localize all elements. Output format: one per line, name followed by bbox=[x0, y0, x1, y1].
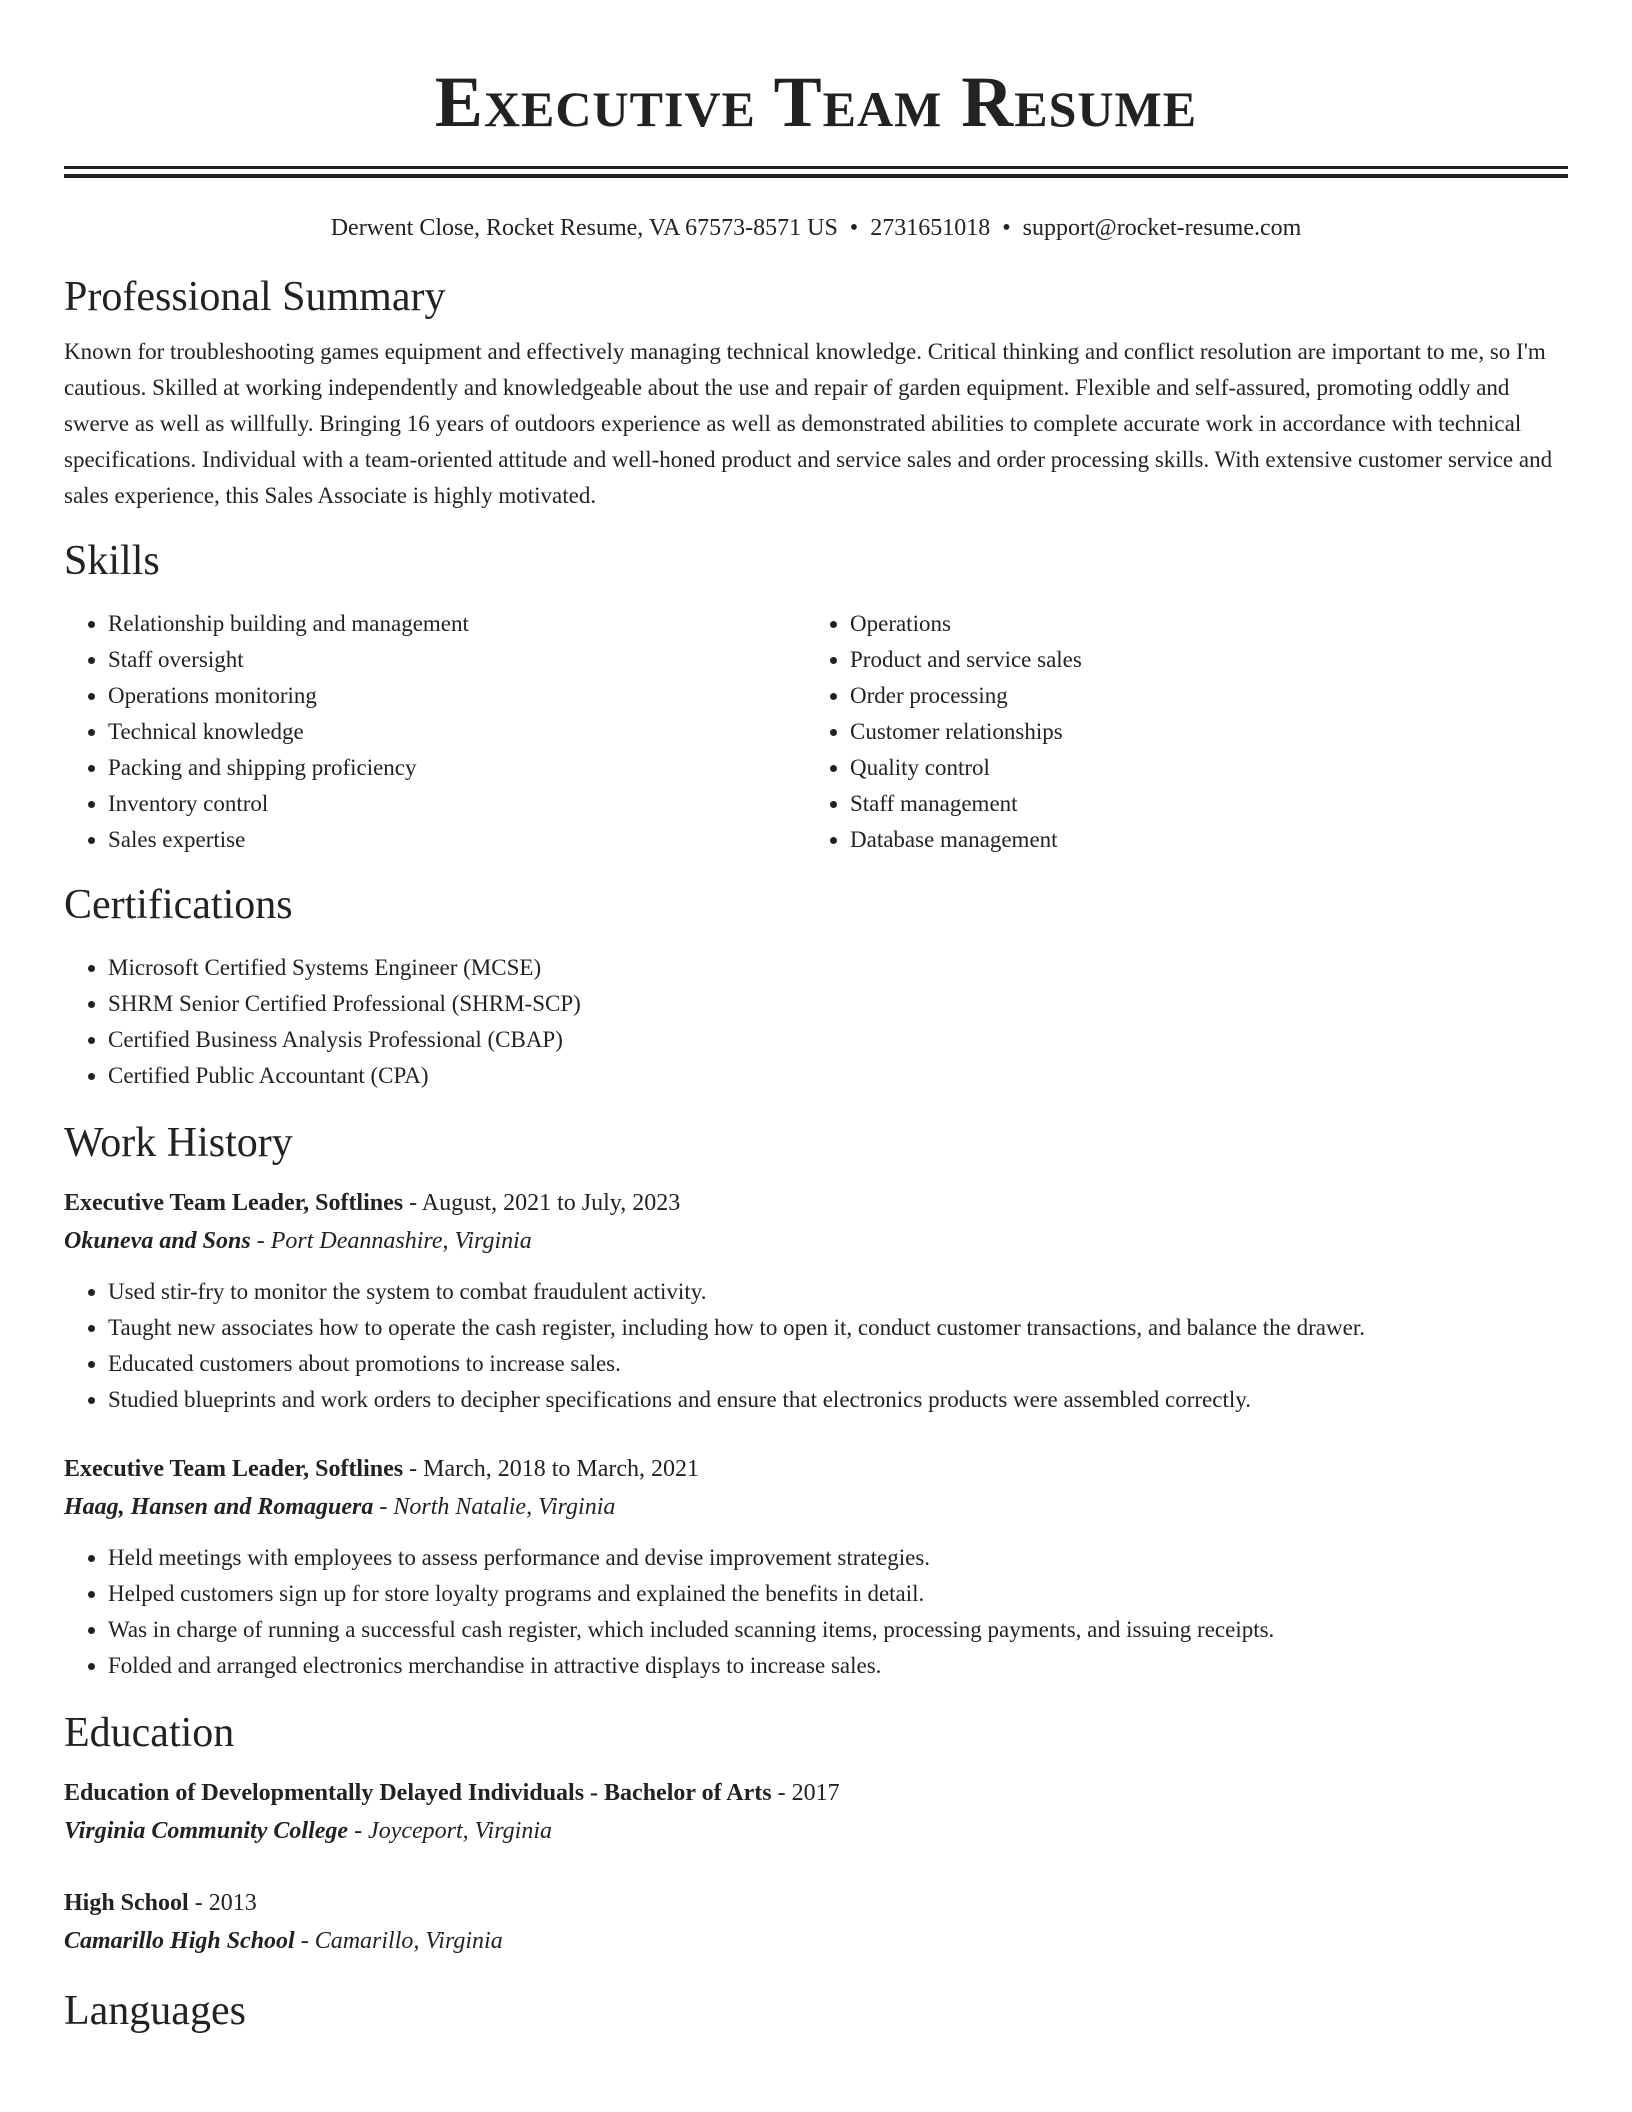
skill-item: • Order processing bbox=[850, 678, 1548, 714]
job-bullets bbox=[64, 1274, 1568, 1418]
job-location: - North Natalie, Virginia bbox=[373, 1494, 616, 1520]
job-bullet: • Helped customers sign up for store loyalty programs and explained the benefits in detail. bbox=[108, 1576, 1568, 1612]
skill-item: • Database management bbox=[850, 822, 1548, 858]
header-divider-thick bbox=[64, 174, 1568, 178]
job-bullet: • Was in charge of running a successful cash register, which included scanning items, processing payments, and issuing receipts. bbox=[108, 1612, 1568, 1648]
skill-item: • Operations bbox=[850, 606, 1548, 642]
job-bullet: • Used stir-fry to monitor the system to combat fraudulent activity. bbox=[108, 1274, 1568, 1310]
skill-item: • Customer relationships bbox=[850, 714, 1548, 750]
school-line bbox=[64, 1812, 1568, 1850]
job-company-line bbox=[64, 1488, 1568, 1526]
skill-item: • Staff oversight bbox=[108, 642, 806, 678]
job-bullet: • Taught new associates how to operate the cash register, including how to open it, conduct customer transactions, and balance the drawer. bbox=[108, 1310, 1568, 1346]
job-bullet: • Folded and arranged electronics merchandise in attractive displays to increase sales. bbox=[108, 1648, 1568, 1684]
certification-item: • Certified Public Accountant (CPA) bbox=[108, 1058, 1568, 1094]
contact-separator: • bbox=[1002, 215, 1011, 241]
job-bullet: • Educated customers about promotions to increase sales. bbox=[108, 1346, 1568, 1382]
summary-heading: Professional Summary bbox=[64, 274, 446, 320]
school-location: - Joyceport, Virginia bbox=[348, 1818, 553, 1844]
work-history-section bbox=[64, 1116, 1568, 1684]
languages-section bbox=[64, 1984, 1568, 2038]
skills-section bbox=[64, 534, 1568, 858]
degree-line bbox=[64, 1774, 1568, 1812]
job-bullet: • Held meetings with employees to assess performance and devise improvement strategies. bbox=[108, 1540, 1568, 1576]
skill-item: • Quality control bbox=[850, 750, 1548, 786]
skills-column-left bbox=[64, 606, 806, 858]
education-entry bbox=[64, 1774, 1568, 1850]
skills-heading: Skills bbox=[64, 538, 160, 584]
education-section bbox=[64, 1706, 1568, 1960]
certifications-list bbox=[64, 950, 1568, 1094]
skills-columns bbox=[64, 606, 1568, 858]
contact-phone: 2731651018 bbox=[870, 215, 991, 241]
skill-item: • Packing and shipping proficiency bbox=[108, 750, 806, 786]
certification-item: • SHRM Senior Certified Professional (SHRM-SCP) bbox=[108, 986, 1568, 1022]
resume-name: Executive Team Resume bbox=[434, 62, 1198, 142]
summary-section bbox=[64, 270, 1568, 514]
certification-item: • Microsoft Certified Systems Engineer (MCSE) bbox=[108, 950, 1568, 986]
skill-item: • Inventory control bbox=[108, 786, 806, 822]
school-line bbox=[64, 1922, 1568, 1960]
contact-line bbox=[64, 212, 1568, 244]
degree: Education of Developmentally Delayed Individuals - Bachelor of Arts bbox=[64, 1780, 772, 1806]
contact-separator: • bbox=[849, 215, 859, 241]
education-heading: Education bbox=[64, 1710, 235, 1756]
job-title: Executive Team Leader, Softlines bbox=[64, 1456, 404, 1482]
header-divider-thin bbox=[64, 166, 1568, 169]
school-name: Virginia Community College bbox=[64, 1818, 349, 1844]
job-bullet: • Studied blueprints and work orders to decipher specifications and ensure that electronics products were assembled correctly. bbox=[108, 1382, 1568, 1418]
job-location: - Port Deannashire, Virginia bbox=[250, 1228, 532, 1254]
job-title-line bbox=[64, 1450, 1568, 1488]
resume-page bbox=[64, 0, 1568, 2038]
job-entry bbox=[64, 1184, 1568, 1418]
job-entry bbox=[64, 1450, 1568, 1684]
school-name: Camarillo High School bbox=[64, 1928, 295, 1954]
certifications-heading: Certifications bbox=[64, 882, 293, 928]
job-dates: - March, 2018 to March, 2021 bbox=[403, 1456, 700, 1482]
certification-item: • Certified Business Analysis Professional (CBAP) bbox=[108, 1022, 1568, 1058]
education-entry bbox=[64, 1884, 1568, 1960]
job-dates: - August, 2021 to July, 2023 bbox=[403, 1190, 681, 1216]
languages-heading: Languages bbox=[64, 1988, 246, 2034]
skill-item: • Sales expertise bbox=[108, 822, 806, 858]
graduation-year: - 2013 bbox=[188, 1890, 257, 1916]
certifications-section bbox=[64, 878, 1568, 1094]
skill-item: • Technical knowledge bbox=[108, 714, 806, 750]
contact-email: support@rocket-resume.com bbox=[1022, 215, 1302, 241]
degree: High School bbox=[64, 1890, 189, 1916]
summary-text: Known for troubleshooting games equipment and effectively managing technical knowledge. Critical thinking and conflict resolution are important to me, so I'm cautious. Skilled at working independently and knowledgeable about the use and repair of garden equipment. Flexible and self-assured, promoting oddly and swerve as well as willfully. Bringing 16 years of outdoors experience as well as demonstrated abilities to complete accurate work in accordance with technical specifications. Individual with a team-oriented attitude and well-honed product and service sales and order processing skills. With extensive customer service and sales experience, this Sales Associate is highly motivated. bbox=[64, 339, 1553, 508]
job-bullets bbox=[64, 1540, 1568, 1684]
skill-item: • Operations monitoring bbox=[108, 678, 806, 714]
school-location: - Camarillo, Virginia bbox=[294, 1928, 503, 1954]
contact-address: Derwent Close, Rocket Resume, VA 67573-8571 US bbox=[330, 215, 838, 241]
work-history-heading: Work History bbox=[64, 1120, 293, 1166]
graduation-year: - 2017 bbox=[771, 1780, 840, 1806]
job-company: Okuneva and Sons bbox=[64, 1228, 251, 1254]
skills-column-right bbox=[806, 606, 1548, 858]
skill-item: • Relationship building and management bbox=[108, 606, 806, 642]
job-title-line bbox=[64, 1184, 1568, 1222]
job-title: Executive Team Leader, Softlines bbox=[64, 1190, 404, 1216]
job-company-line bbox=[64, 1222, 1568, 1260]
skill-item: • Staff management bbox=[850, 786, 1548, 822]
degree-line bbox=[64, 1884, 1568, 1922]
job-company: Haag, Hansen and Romaguera bbox=[64, 1494, 374, 1520]
skill-item: • Product and service sales bbox=[850, 642, 1548, 678]
